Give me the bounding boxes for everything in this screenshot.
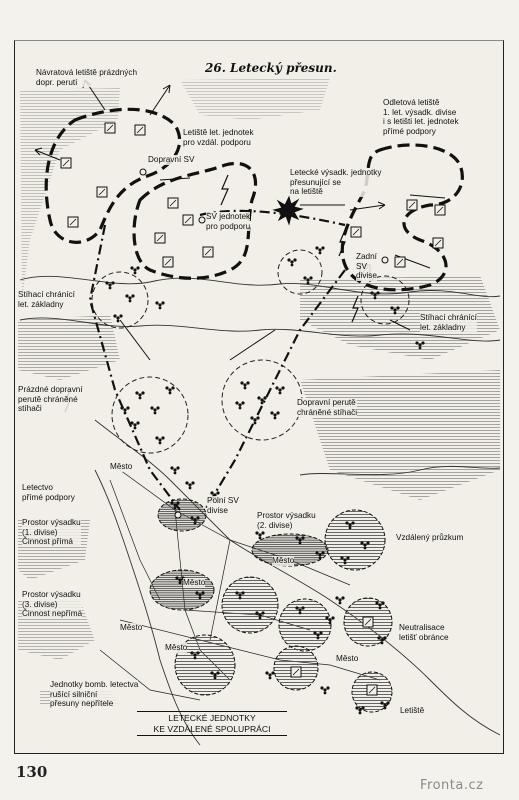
caption-line-1: LETECKÉ JEDNOTKY — [168, 713, 256, 723]
label-town-2: Město — [183, 578, 206, 587]
label-town-1: Město — [110, 462, 133, 471]
label-empty-transport: Prázdné dopravní perutě chráněné stíhači — [18, 385, 83, 413]
label-direct-support: Letectvo přímé podpory — [22, 483, 75, 502]
caption-line-2: KE VZDÁLENÉ SPOLUPRÁCI — [153, 723, 271, 734]
label-field-sv: Polní SV divise — [207, 496, 239, 515]
label-town-5: Město — [165, 643, 188, 652]
label-transport-sv: Dopravní SV — [148, 155, 195, 164]
label-fighters-left: Stíhací chránící let. základny — [18, 290, 75, 309]
drop-zones — [150, 499, 392, 712]
map-title: 26. Letecký přesun. — [205, 61, 337, 75]
label-fighters-right: Stíhací chránící let. základny — [420, 313, 477, 332]
watermark: Fronta.cz — [420, 778, 484, 793]
label-airfield: Letiště — [400, 706, 425, 715]
label-return-airfields: Návratová letiště prázdných dopr. perutí — [36, 68, 138, 87]
label-support-airfields: Letiště let. jednotek pro vzdál. podporu — [183, 128, 254, 147]
label-town-6: Město — [336, 654, 359, 663]
map-caption — [137, 711, 287, 736]
label-zone-1: Prostor výsadku (1. divise) Činnost přímá — [22, 518, 81, 546]
page-number: 130 — [16, 763, 48, 781]
label-far-recon: Vzdálený průzkum — [396, 533, 464, 542]
label-town-4: Město — [120, 623, 143, 632]
label-neutralisation: Neutralisace letišť obránce — [399, 623, 449, 642]
label-town-3: Město — [272, 556, 295, 565]
label-transport-squadrons: Dopravní perutě chráněné stíhači — [297, 398, 358, 417]
label-rear-sv: Zadní SV divise — [356, 252, 377, 280]
label-airborne-units: Letecké výsadk. jednotky přesunující se na letiště — [290, 168, 382, 196]
label-departure-airfields: Odletová letiště 1. let. výsadk. divise i s letišti let. jednotek přímé podpory — [383, 98, 459, 136]
label-bombers: Jednotky bomb. letectva rušící silniční přesuny nepřítele — [50, 680, 139, 708]
label-support-sv: SV jednotek pro podporu — [206, 212, 251, 231]
label-zone-3: Prostor výsadku (3. divise) Činnost nepřímá — [22, 590, 83, 618]
label-zone-2: Prostor výsadku (2. divise) — [257, 511, 316, 530]
